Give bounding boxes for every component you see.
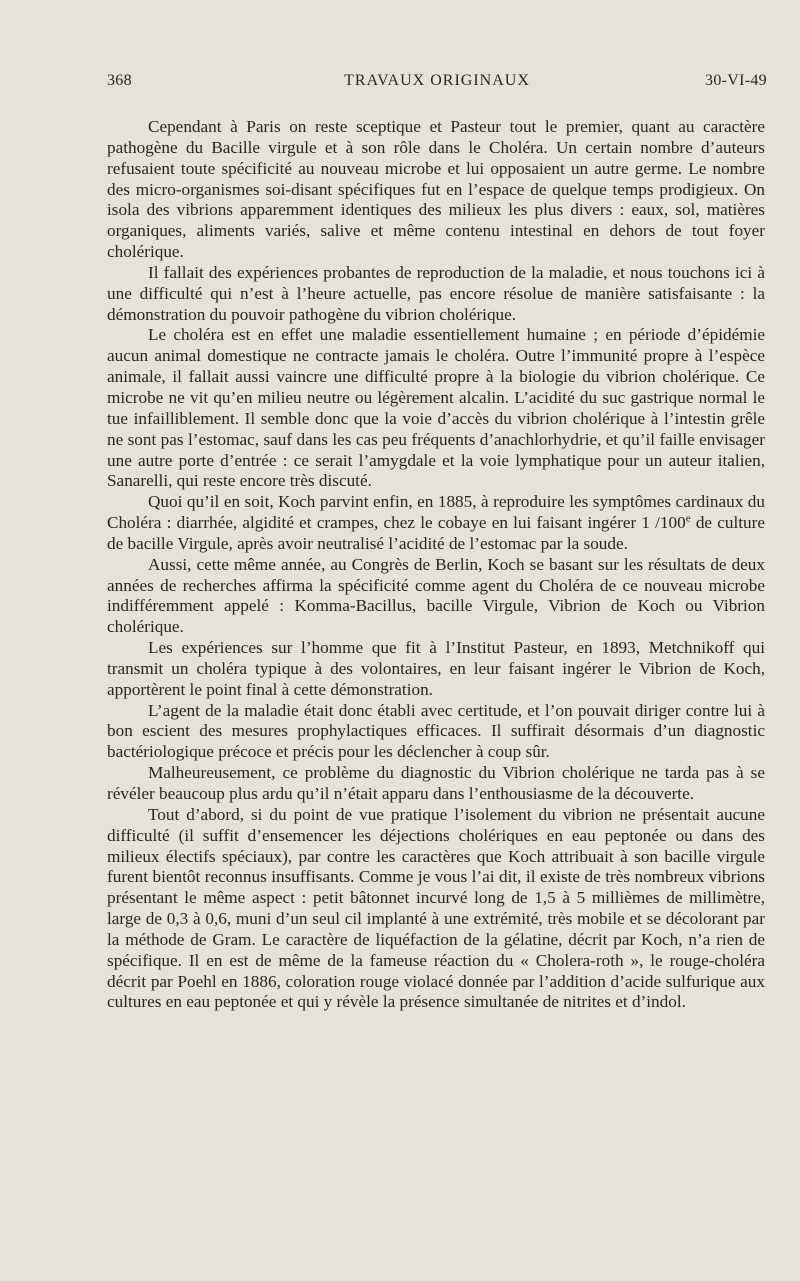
running-header — [107, 72, 767, 98]
paragraph: L’agent de la maladie était donc établi avec certitude, et l’on pouvait diriger contre lui à bon escient des mesures prophylactiques efficaces. Il suffirait désormais d’un diagnostic bactériologique précoce et précis pour les déclencher à coup sûr. — [107, 700, 765, 762]
running-title: TRAVAUX ORIGINAUX — [344, 72, 530, 89]
header-date: 30-VI-49 — [705, 72, 767, 89]
paragraph: Aussi, cette même année, au Congrès de Berlin, Koch se basant sur les résultats de deux années de recherches affirma la spécificité comme agent du Choléra de ce nouveau microbe indifféremment appelé : Komma-Bacillus, bacille Virgule, Vibrion de Koch ou Vibrion cholérique. — [107, 554, 765, 637]
paragraph: Le choléra est en effet une maladie essentiellement humaine ; en période d’épidémie aucun animal domestique ne contracte jamais le choléra. Outre l’immunité propre à l’espèce animale, il fallait aussi vaincre une difficulté propre à la biologie du vibrion cholérique. Ce microbe ne vit qu’en milieu neutre ou légèrement alcalin. L’acidité du suc gastrique normal le tue infailliblement. Il semble donc que la voie d’accès du vibrion cholérique à l’intestin grêle ne sont pas l’estomac, sauf dans les cas peu fréquents d’anachlorhydrie, et qu’il faille envisager une autre porte d’entrée : ce serait l’amygdale et la voie lymphatique pour un auteur italien, Sanarelli, qui reste encore très discuté. — [107, 325, 765, 491]
paragraph: Il fallait des expériences probantes de reproduction de la maladie, et nous touchons ici à une difficulté qui n’est à l’heure actuelle, pas encore résolue de manière satisfaisante : la démonstration du pouvoir pathogène du vibrion cholérique. — [107, 262, 765, 324]
paragraph: Malheureusement, ce problème du diagnostic du Vibrion cholérique ne tarda pas à se révéler beaucoup plus ardu qu’il n’était apparu dans l’enthousiasme de la découverte. — [107, 763, 765, 803]
body-text — [107, 117, 765, 1013]
paragraph: Tout d’abord, si du point de vue pratique l’isolement du vibrion ne présentait aucune difficulté (il suffit d’ensemencer les déjections cholériques en eau peptonée ou dans des milieux électifs spéciaux), par contre les caractères que Koch attribuait à son bacille virgule furent bientôt reconnus insuffisants. Comme je vous l’ai dit, il existe de très nombreux vibrions présentant le même aspect : petit bâtonnet incurvé long de 1,5 à 5 millièmes de millimètre, large de 0,3 à 0,6, muni d’un seul cil implanté à une extrémité, très mobile et se décolorant par la méthode de Gram. Le caractère de liquéfaction de la gélatine, décrit par Koch, n’a rien de spécifique. Il en est de même de la fameuse réaction du « Cholera-roth », le rouge-choléra décrit par Poehl en 1886, coloration rouge violacé donnée par l’addition d’acide sulfurique aux cultures en eau peptonée et qui y révèle la présence simultanée de nitrites et d’indol. — [107, 804, 765, 1012]
page-number: 368 — [107, 72, 132, 89]
paragraph: Les expériences sur l’homme que fit à l’Institut Pasteur, en 1893, Metchnikoff qui transmit un choléra typique à des volontaires, en leur faisant ingérer le Vibrion de Koch, apportèrent le point final à cette démonstration. — [107, 638, 765, 699]
paragraph: Quoi qu’il en soit, Koch parvint enfin, en 1885, à reproduire les symptômes cardinaux du Choléra : diarrhée, algidité et crampes, chez le cobaye en lui faisant ingérer 1 /100e de culture de bacille Virgule, après avoir neutralisé l’acidité de l’estomac par la soude. — [107, 492, 765, 553]
paragraph: Cependant à Paris on reste sceptique et Pasteur tout le premier, quant au caractère pathogène du Bacille virgule et à son rôle dans le Choléra. Un certain nombre d’auteurs refusaient toute spécificité au nouveau microbe et lui opposaient un autre germe. Le nombre des micro-organismes soi-disant spécifiques fut en l’espace de quelque temps prodigieux. On isola des vibrions apparemment identiques des milieux les plus divers : eaux, sol, matières organiques, aliments variés, salive et même contenu intestinal en dehors de tout foyer cholérique. — [107, 117, 765, 262]
